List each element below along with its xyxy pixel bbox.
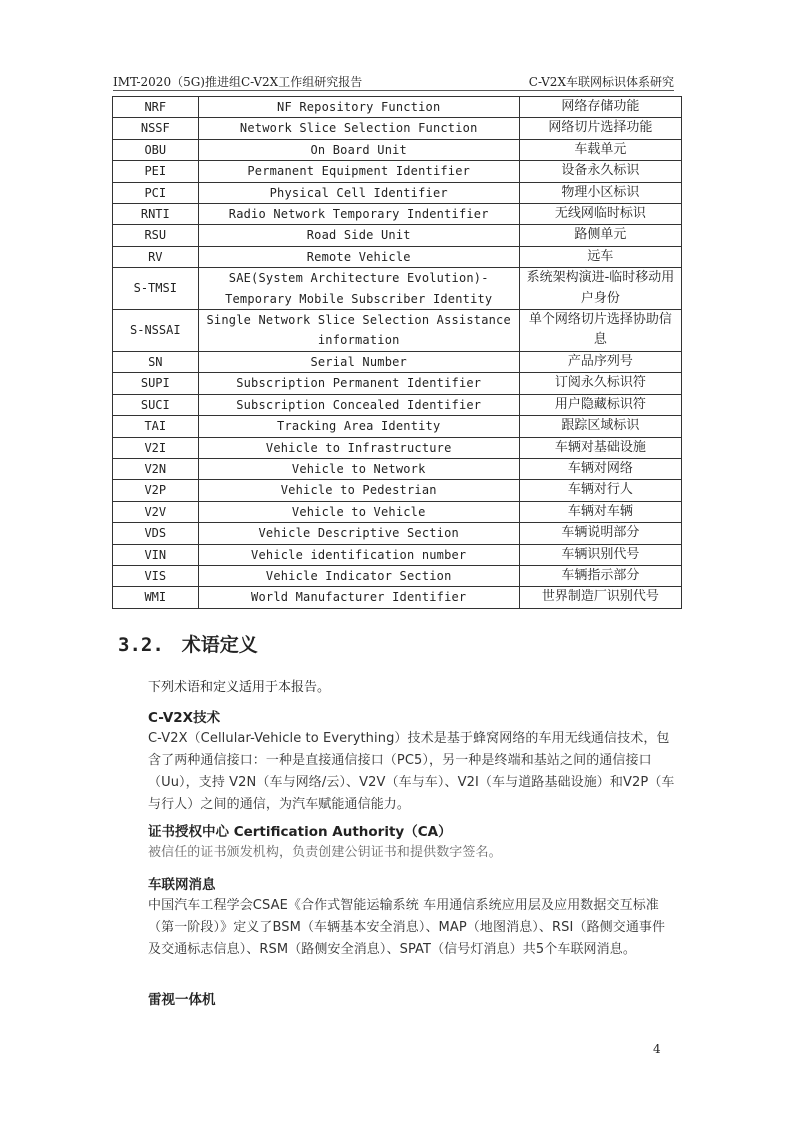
term-radar-camera bbox=[148, 988, 678, 1008]
abbreviation-cell: TAI bbox=[113, 416, 199, 437]
term-name: 车联网消息 bbox=[148, 877, 216, 893]
chinese-name-cell: 车载单元 bbox=[519, 139, 681, 160]
term-definition: C-V2X（Cellular-Vehicle to Everything）技术是基于蜂窝网络的车用无线通信技术，包含了两种通信接口：一种是直接通信接口（PC5），另一种是终端和基站之间的通信接口（Uu），支持 V2N（车与网络/云）、V2V（车与车）、V2I（车与道路基础设施）和V2P（车与行人）之间的通信，为汽车赋能通信能力。 bbox=[148, 731, 675, 812]
full-name-cell: Vehicle to Network bbox=[198, 458, 519, 479]
table-row bbox=[113, 268, 682, 310]
abbreviation-cell: RV bbox=[113, 246, 199, 267]
table-row bbox=[113, 565, 682, 586]
abbreviation-cell: VIS bbox=[113, 565, 199, 586]
full-name-cell: Vehicle identification number bbox=[198, 544, 519, 565]
full-name-cell: Network Slice Selection Function bbox=[198, 118, 519, 139]
full-name-cell: Physical Cell Identifier bbox=[198, 182, 519, 203]
chinese-name-cell: 车辆对网络 bbox=[519, 458, 681, 479]
full-name-cell: Subscription Permanent Identifier bbox=[198, 373, 519, 394]
full-name-cell: Vehicle to Vehicle bbox=[198, 501, 519, 522]
abbreviation-cell: SN bbox=[113, 351, 199, 372]
chinese-name-cell: 设备永久标识 bbox=[519, 161, 681, 182]
chinese-name-cell: 订阅永久标识符 bbox=[519, 373, 681, 394]
abbreviation-cell: PEI bbox=[113, 161, 199, 182]
term-name: 证书授权中心 Certification Authority（CA） bbox=[148, 824, 452, 840]
header-left-title: IMT-2020（5G)推进组C-V2X工作组研究报告 bbox=[113, 75, 363, 89]
term-cv2x bbox=[148, 706, 678, 816]
abbreviation-cell: NRF bbox=[113, 97, 199, 118]
abbreviation-table bbox=[112, 96, 682, 609]
table-row bbox=[113, 351, 682, 372]
abbreviation-cell: NSSF bbox=[113, 118, 199, 139]
chinese-name-cell: 世界制造厂识别代号 bbox=[519, 587, 681, 608]
chinese-name-cell: 网络存储功能 bbox=[519, 97, 681, 118]
full-name-cell: Serial Number bbox=[198, 351, 519, 372]
table-row bbox=[113, 97, 682, 118]
table-row bbox=[113, 416, 682, 437]
chinese-name-cell: 系统架构演进-临时移动用户身份 bbox=[519, 268, 681, 310]
abbreviation-cell: SUPI bbox=[113, 373, 199, 394]
chinese-name-cell: 跟踪区域标识 bbox=[519, 416, 681, 437]
page-number: 4 bbox=[653, 1042, 661, 1056]
abbreviation-cell: RNTI bbox=[113, 204, 199, 225]
full-name-cell: Road Side Unit bbox=[198, 225, 519, 246]
section-title: 术语定义 bbox=[181, 634, 258, 656]
abbreviation-cell: V2P bbox=[113, 480, 199, 501]
section-number: 3.2. bbox=[118, 634, 164, 656]
abbreviation-cell: V2V bbox=[113, 501, 199, 522]
abbreviation-cell: V2N bbox=[113, 458, 199, 479]
full-name-cell: On Board Unit bbox=[198, 139, 519, 160]
section-intro: 下列术语和定义适用于本报告。 bbox=[148, 680, 331, 695]
chinese-name-cell: 远车 bbox=[519, 246, 681, 267]
table-row bbox=[113, 139, 682, 160]
abbreviation-cell: WMI bbox=[113, 587, 199, 608]
table-row bbox=[113, 523, 682, 544]
term-definition: 中国汽车工程学会CSAE《合作式智能运输系统 车用通信系统应用层及应用数据交互标准（第一阶段）》定义了BSM（车辆基本安全消息）、MAP（地图消息）、RSI（路侧交通事件及交通标志信息）、RSM（路侧安全消息）、SPAT（信号灯消息）共5个车联网消息。 bbox=[148, 898, 666, 957]
term-name: C-V2X技术 bbox=[148, 710, 221, 726]
table-row bbox=[113, 458, 682, 479]
table-row bbox=[113, 161, 682, 182]
table-row bbox=[113, 118, 682, 139]
chinese-name-cell: 车辆识别代号 bbox=[519, 544, 681, 565]
table-row bbox=[113, 204, 682, 225]
chinese-name-cell: 产品序列号 bbox=[519, 351, 681, 372]
term-v2x-messages bbox=[148, 873, 678, 961]
chinese-name-cell: 车辆对行人 bbox=[519, 480, 681, 501]
full-name-cell: Vehicle to Infrastructure bbox=[198, 437, 519, 458]
term-definition: 被信任的证书颁发机构，负责创建公钥证书和提供数字签名。 bbox=[148, 845, 502, 860]
full-name-cell: SAE(System Architecture Evolution)-Temporary Mobile Subscriber Identity bbox=[198, 268, 519, 310]
table-row bbox=[113, 501, 682, 522]
table-row bbox=[113, 373, 682, 394]
abbreviation-cell: RSU bbox=[113, 225, 199, 246]
full-name-cell: Permanent Equipment Identifier bbox=[198, 161, 519, 182]
table-row bbox=[113, 310, 682, 352]
table-row bbox=[113, 225, 682, 246]
chinese-name-cell: 车辆对基础设施 bbox=[519, 437, 681, 458]
abbreviation-cell: S-TMSI bbox=[113, 268, 199, 310]
table-row bbox=[113, 182, 682, 203]
full-name-cell: Subscription Concealed Identifier bbox=[198, 394, 519, 415]
table-row bbox=[113, 480, 682, 501]
abbreviation-cell: OBU bbox=[113, 139, 199, 160]
abbreviation-cell: PCI bbox=[113, 182, 199, 203]
chinese-name-cell: 车辆对车辆 bbox=[519, 501, 681, 522]
table-row bbox=[113, 437, 682, 458]
chinese-name-cell: 车辆指示部分 bbox=[519, 565, 681, 586]
table-row bbox=[113, 246, 682, 267]
abbreviation-cell: SUCI bbox=[113, 394, 199, 415]
chinese-name-cell: 用户隐藏标识符 bbox=[519, 394, 681, 415]
abbreviation-cell: VDS bbox=[113, 523, 199, 544]
chinese-name-cell: 路侧单元 bbox=[519, 225, 681, 246]
full-name-cell: NF Repository Function bbox=[198, 97, 519, 118]
full-name-cell: Single Network Slice Selection Assistance information bbox=[198, 310, 519, 352]
header-right-title: C-V2X车联网标识体系研究 bbox=[528, 75, 674, 89]
term-ca bbox=[148, 820, 678, 864]
full-name-cell: Vehicle Indicator Section bbox=[198, 565, 519, 586]
full-name-cell: Remote Vehicle bbox=[198, 246, 519, 267]
table-row bbox=[113, 587, 682, 608]
chinese-name-cell: 无线网临时标识 bbox=[519, 204, 681, 225]
abbreviation-cell: S-NSSAI bbox=[113, 310, 199, 352]
chinese-name-cell: 单个网络切片选择协助信息 bbox=[519, 310, 681, 352]
full-name-cell: World Manufacturer Identifier bbox=[198, 587, 519, 608]
chinese-name-cell: 车辆说明部分 bbox=[519, 523, 681, 544]
table-row bbox=[113, 544, 682, 565]
chinese-name-cell: 网络切片选择功能 bbox=[519, 118, 681, 139]
page-header bbox=[113, 70, 674, 91]
table-row bbox=[113, 394, 682, 415]
term-name: 雷视一体机 bbox=[148, 992, 216, 1008]
full-name-cell: Vehicle to Pedestrian bbox=[198, 480, 519, 501]
abbreviation-cell: V2I bbox=[113, 437, 199, 458]
full-name-cell: Vehicle Descriptive Section bbox=[198, 523, 519, 544]
section-heading bbox=[118, 630, 258, 657]
full-name-cell: Radio Network Temporary Indentifier bbox=[198, 204, 519, 225]
chinese-name-cell: 物理小区标识 bbox=[519, 182, 681, 203]
full-name-cell: Tracking Area Identity bbox=[198, 416, 519, 437]
abbreviation-table-body bbox=[113, 97, 682, 609]
abbreviation-cell: VIN bbox=[113, 544, 199, 565]
